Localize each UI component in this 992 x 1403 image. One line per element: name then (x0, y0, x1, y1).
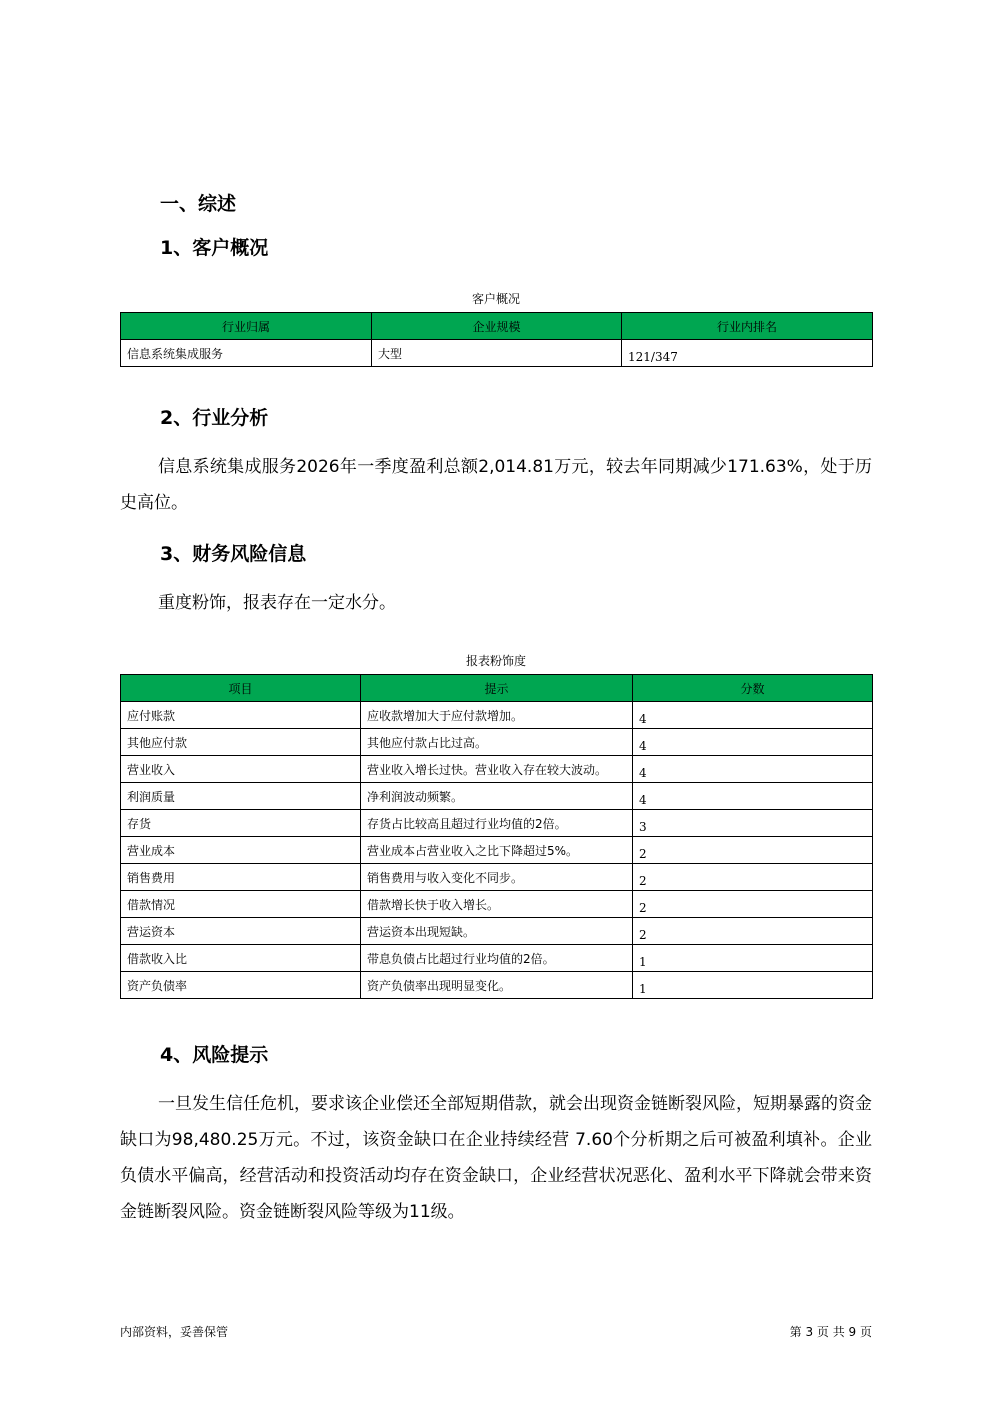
industry-analysis-text: 信息系统集成服务2026年一季度盈利总额2,014.81万元，较去年同期减少171.63%，处于历史高位。 (120, 457, 872, 513)
risk-warning-text: 一旦发生信任危机，要求该企业偿还全部短期借款，就会出现资金链断裂风险，短期暴露的资金缺口为98,480.25万元。不过，该资金缺口在企业持续经营 7.60个分析期之后可被盈利填补。企业负债水平偏高，经营活动和投资活动均存在资金缺口，企业经营状况恶化、盈利水平下降就会带来资金链断裂风险。资金链断裂风险等级为11级。 (120, 1094, 872, 1222)
table-header-row (121, 675, 873, 702)
cell-item: 其他应付款 (121, 729, 361, 756)
cell-score: 4 (633, 756, 873, 783)
table-row (121, 918, 873, 945)
cell-score: 2 (633, 891, 873, 918)
table-row (121, 783, 873, 810)
table-header-row (121, 313, 873, 340)
table-row (121, 702, 873, 729)
cell-item: 借款情况 (121, 891, 361, 918)
cell-hint: 其他应付款占比过高。 (361, 729, 633, 756)
table-row (121, 756, 873, 783)
header-item: 项目 (121, 675, 361, 702)
cell-item: 借款收入比 (121, 945, 361, 972)
cell-score: 1 (633, 972, 873, 999)
cell-score: 4 (633, 783, 873, 810)
cell-score: 2 (633, 918, 873, 945)
cell-score: 4 (633, 729, 873, 756)
cell-item: 营业成本 (121, 837, 361, 864)
cell-hint: 带息负债占比超过行业均值的2倍。 (361, 945, 633, 972)
cell-item: 资产负债率 (121, 972, 361, 999)
header-score: 分数 (633, 675, 873, 702)
cell-item: 营业收入 (121, 756, 361, 783)
cell-scale: 大型 (372, 340, 622, 367)
cell-score: 3 (633, 810, 873, 837)
cell-hint: 营业成本占营业收入之比下降超过5%。 (361, 837, 633, 864)
cell-item: 存货 (121, 810, 361, 837)
cell-hint: 存货占比较高且超过行业均值的2倍。 (361, 810, 633, 837)
financial-risk-text: 重度粉饰，报表存在一定水分。 (158, 593, 396, 613)
cell-hint: 营业收入增长过快。营业收入存在较大波动。 (361, 756, 633, 783)
section-title-industry-analysis: 2、行业分析 (160, 407, 269, 429)
footer-page-number: 第 3 页 共 9 页 (789, 1325, 872, 1339)
cell-item: 利润质量 (121, 783, 361, 810)
cell-score: 2 (633, 864, 873, 891)
header-industry: 行业归属 (121, 313, 372, 340)
profile-table-caption: 客户概况 (471, 292, 520, 306)
table-row (121, 891, 873, 918)
table-row (121, 810, 873, 837)
customer-profile-table (120, 312, 873, 367)
table-row (121, 972, 873, 999)
table-row (121, 945, 873, 972)
cell-hint: 净利润波动频繁。 (361, 783, 633, 810)
section-title-financial-risk: 3、财务风险信息 (160, 543, 307, 565)
embellish-table-caption: 报表粉饰度 (465, 654, 526, 668)
cell-item: 应付账款 (121, 702, 361, 729)
cell-item: 销售费用 (121, 864, 361, 891)
cell-score: 4 (633, 702, 873, 729)
header-scale: 企业规模 (372, 313, 622, 340)
cell-hint: 销售费用与收入变化不同步。 (361, 864, 633, 891)
cell-hint: 借款增长快于收入增长。 (361, 891, 633, 918)
footer-confidential-note: 内部资料，妥善保管 (120, 1325, 229, 1339)
cell-item: 营运资本 (121, 918, 361, 945)
section-title-overview: 一、综述 (160, 193, 237, 215)
section-title-risk-warning: 4、风险提示 (160, 1044, 269, 1066)
table-row (121, 729, 873, 756)
section-title-customer-profile: 1、客户概况 (160, 237, 269, 259)
cell-hint: 应收款增加大于应付款增加。 (361, 702, 633, 729)
cell-score: 2 (633, 837, 873, 864)
table-row (121, 340, 873, 367)
header-hint: 提示 (361, 675, 633, 702)
table-row (121, 837, 873, 864)
table-row (121, 864, 873, 891)
cell-industry: 信息系统集成服务 (121, 340, 372, 367)
cell-score: 1 (633, 945, 873, 972)
cell-hint: 营运资本出现短缺。 (361, 918, 633, 945)
embellishment-table (120, 674, 873, 999)
cell-hint: 资产负债率出现明显变化。 (361, 972, 633, 999)
header-rank: 行业内排名 (622, 313, 873, 340)
cell-rank: 121/347 (622, 340, 873, 367)
